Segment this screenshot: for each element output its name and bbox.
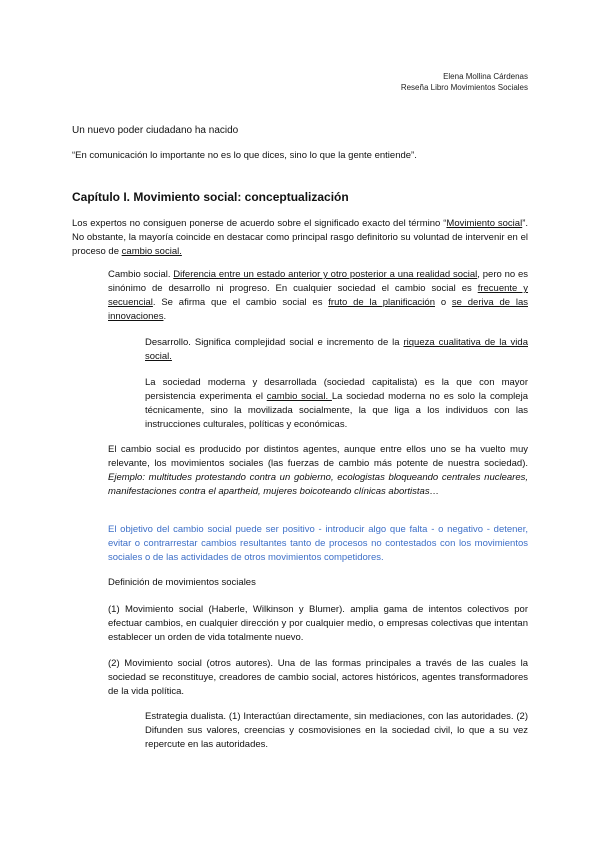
sociedad-text: La sociedad moderna y desarrollada (sociedad capitalista) es la que con mayor persistencia experimenta el bbox=[145, 377, 528, 402]
agentes-paragraph bbox=[108, 443, 528, 499]
estrategia-paragraph: Estrategia dualista. (1) Interactúan directamente, sin mediaciones, con las autoridades. (2) Difunden sus valores, creencias y cosmovisiones en la sociedad civil, lo que a su vez repercute en las autoridades. bbox=[145, 711, 528, 750]
opening-quote: “En comunicación lo importante no es lo que dices, sino lo que la gente entiende”. bbox=[72, 150, 417, 161]
intro-underline-term: Movimiento social bbox=[446, 218, 523, 229]
intro-text: Los expertos no consiguen ponerse de acuerdo sobre el significado exacto del término “ bbox=[72, 218, 447, 229]
sociedad-text: La sociedad moderna no es solo la compleja técnicamente, sino la movilizada socialmente, la que liga a los individuos con las instrucciones culturales, políticas y económicas. bbox=[145, 391, 528, 430]
cambio-text: . bbox=[163, 311, 167, 322]
cambio-text: , pero no es sinónimo de desarrollo ni progreso. En cualquier sociedad el cambio social es bbox=[108, 269, 528, 294]
cambio-social-paragraph bbox=[108, 268, 528, 324]
page-header bbox=[401, 71, 528, 93]
cambio-underline: Diferencia entre un estado anterior y otro posterior a una realidad social bbox=[173, 269, 478, 280]
cambio-text: o bbox=[435, 297, 452, 308]
cambio-underline: se deriva de las innovaciones bbox=[108, 297, 528, 322]
intro-paragraph bbox=[72, 217, 528, 259]
desarrollo-paragraph bbox=[145, 336, 528, 364]
cambio-underline: frecuente y secuencial bbox=[108, 283, 529, 308]
desarrollo-text: Desarrollo. Significa complejidad social e incremento de la bbox=[145, 337, 404, 348]
definicion-1: (1) Movimiento social (Haberle, Wilkinson y Blumer). amplia gama de intentos colectivos por efectuar cambios, en cualquier dirección y por cualquier medio, o empresas colectivas que intentan establecer un orden de vida totalmente nuevo. bbox=[108, 604, 528, 643]
agentes-example: Ejemplo: multitudes protestando contra un gobierno, ecologistas bloqueando centrales nucleares, manifestaciones contra el apartheid, mujeres boicoteando clínicas abortistas… bbox=[108, 472, 528, 497]
definicion-2: (2) Movimiento social (otros autores). Una de las formas principales a través de las cuales la sociedad se reconstituye, creadores de cambio social, actores históricos, agentes transformadores de la vida política. bbox=[108, 658, 528, 697]
header-subtitle: Reseña Libro Movimientos Sociales bbox=[400, 83, 528, 92]
document-title: Un nuevo poder ciudadano ha nacido bbox=[72, 125, 239, 136]
intro-text: ”. No obstante, la mayoría coincide en destacar como principal rasgo definitorio su voluntad de intervenir en el proceso de bbox=[72, 218, 529, 257]
cambio-text: . Se afirma que el cambio social es bbox=[152, 297, 329, 308]
definicion-heading: Definición de movimientos sociales bbox=[108, 577, 256, 588]
cambio-underline: fruto de la planificación bbox=[328, 297, 435, 308]
intro-underline-cambio: cambio social. bbox=[121, 246, 182, 257]
desarrollo-underline: riqueza cualitativa de la vida social. bbox=[145, 337, 528, 362]
sociedad-underline: cambio social. bbox=[266, 391, 332, 402]
sociedad-moderna-paragraph bbox=[145, 376, 528, 432]
chapter-heading: Capítulo I. Movimiento social: conceptualización bbox=[72, 190, 349, 204]
header-author: Elena Mollina Cárdenas bbox=[443, 72, 528, 81]
agentes-text: El cambio social es producido por distintos agentes, aunque entre ellos uno se ha vuelto muy relevante, los movimientos sociales (las fuerzas de cambio más potente de nuestra sociedad). bbox=[108, 444, 528, 469]
cambio-text: Cambio social. bbox=[108, 269, 174, 280]
objetivo-paragraph: El objetivo del cambio social puede ser positivo - introducir algo que falta - o negativo - detener, evitar o contrarrestar cambios resultantes tanto de procesos no contestados con los movimientos sociales o de las actividades de otros movimientos competidores. bbox=[108, 524, 528, 563]
